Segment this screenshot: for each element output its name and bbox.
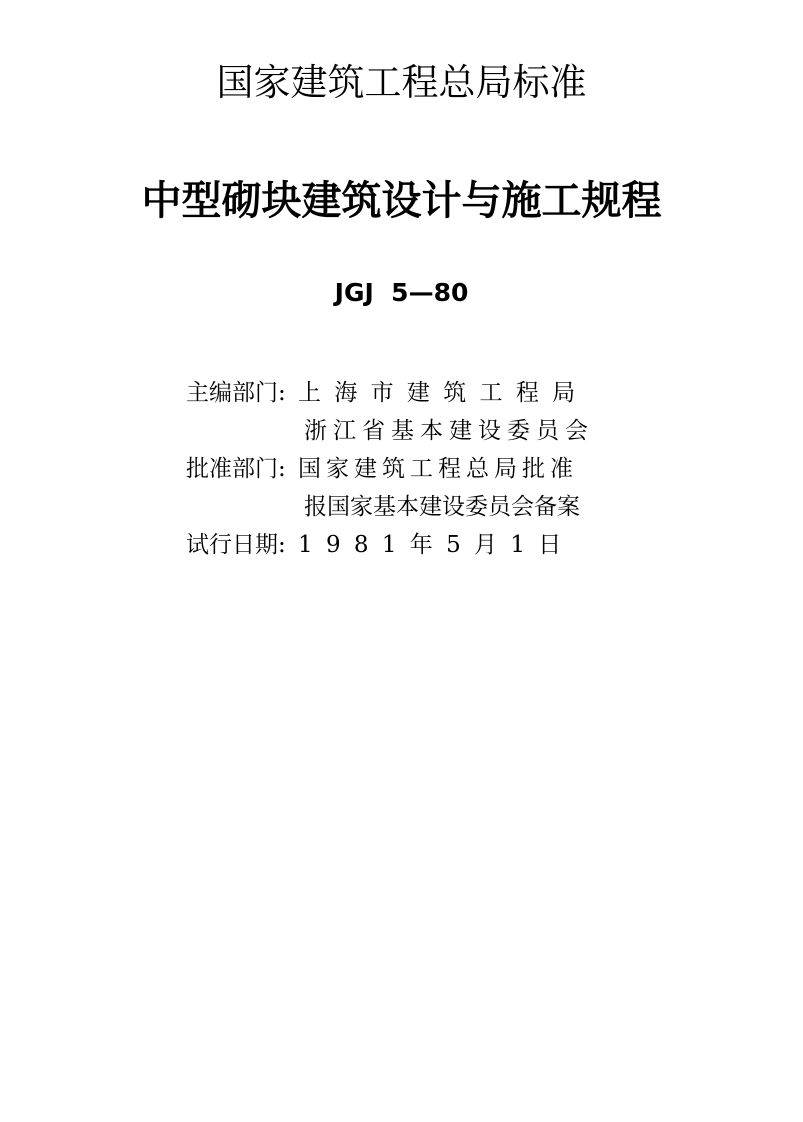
standard-code: JGJ 5—80 bbox=[334, 278, 469, 307]
editor-value-line2: 浙江省基本建设委员会 bbox=[304, 418, 594, 444]
approver-row bbox=[186, 450, 626, 488]
date-row bbox=[186, 526, 626, 564]
editor-label: 主编部门: bbox=[186, 380, 286, 406]
approver-label: 批准部门: bbox=[186, 456, 286, 482]
editor-value-line1: 上 海 市 建 筑 工 程 局 bbox=[298, 380, 579, 406]
document-title: 中型砌块建筑设计与施工规程 bbox=[141, 178, 662, 224]
approver-row-continued bbox=[186, 488, 626, 526]
approver-value-line1: 国家建筑工程总局批准 bbox=[298, 456, 578, 482]
approver-value-line2: 报国家基本建设委员会备案 bbox=[304, 494, 580, 520]
editor-row-continued bbox=[186, 412, 626, 450]
editor-row bbox=[186, 374, 626, 412]
issuer-heading: 国家建筑工程总局标准 bbox=[216, 61, 587, 104]
publication-info bbox=[186, 374, 626, 564]
date-value: 1 9 8 1 年 5 月 1 日 bbox=[298, 532, 565, 558]
date-label: 试行日期: bbox=[186, 532, 286, 558]
